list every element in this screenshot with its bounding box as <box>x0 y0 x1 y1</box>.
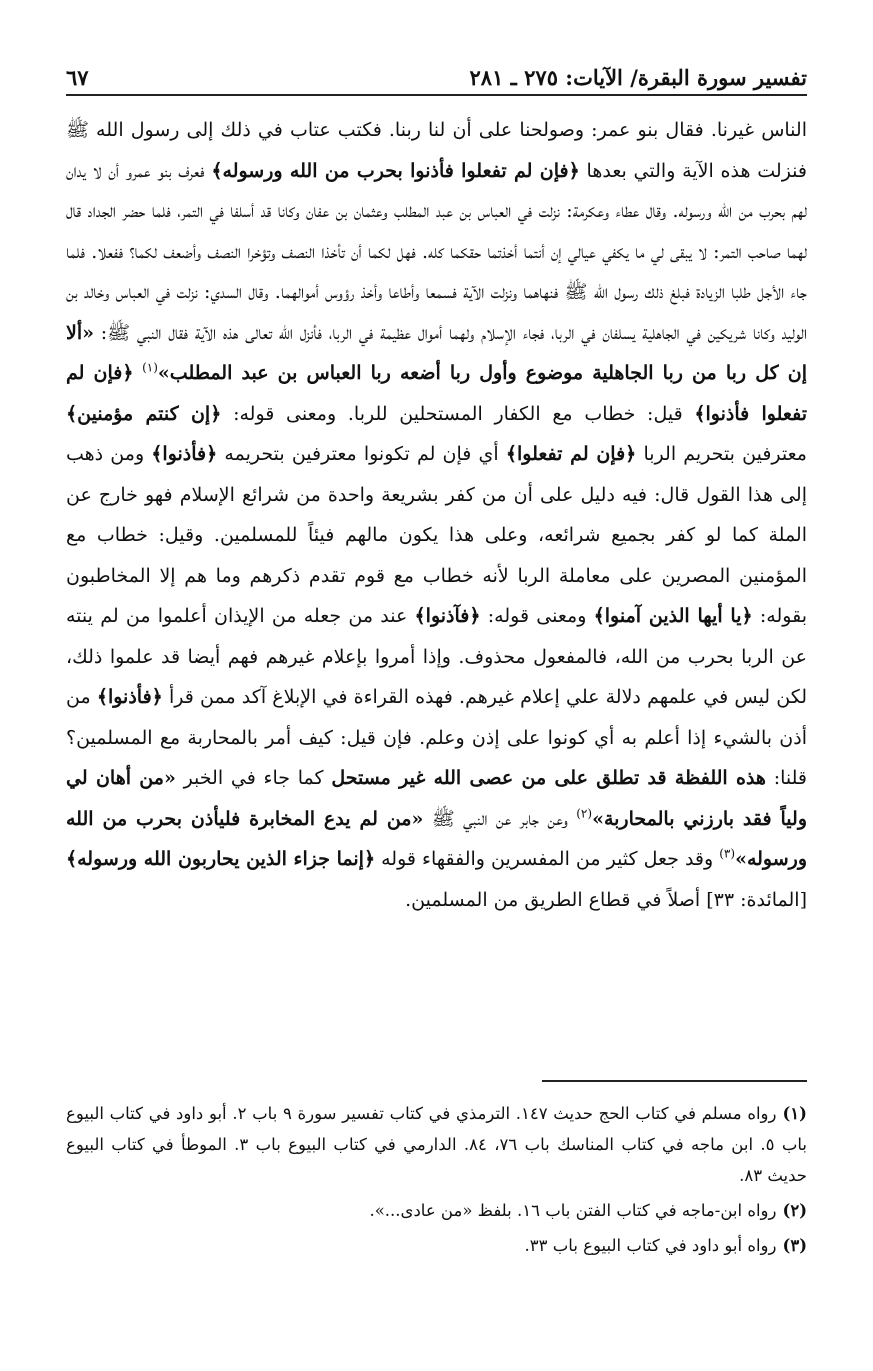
quran-quote: ﴿فأذنوا﴾ <box>151 443 218 465</box>
quran-quote: ﴿إن كنتم مؤمنين﴾ <box>66 402 222 425</box>
running-title: تفسير سورة البقرة/ الآيات: ٢٧٥ ـ ٢٨١ <box>469 65 807 90</box>
footnote-ref-3: (٣) <box>719 846 736 861</box>
text-segment: فعرف بنو عمرو أن لا يدان لهم بحرب من الله ورسوله. وقال عطاء وعكرمة: نزلت في العباس بن عبد المطلب وعثمان بن عفان وكانا قد أسلفا في التمر، فلما حضر الجداد قال لهما صاحب التمر: لا يبقى لي ما يكفي عيالي إن أنتما أخذتما حقكما كله. فهل لكما أن تأخذا النصف وتؤخرا النصف وأضعف لكما؟ ففعلا. فلما جاء الأجل طلبا الزيادة فبلغ ذلك رسول الله ﷺ فنهاهما ونزلت الآية فسمعا وأطاعا وأخذ رؤوس أموالهما. وقال السدي: نزلت في العباس وخالد بن الوليد وكانا شريكين في الجاهلية يسلفان في الربا، فجاء الإسلام ولهما أموال عظيمة في الربا، فأنزل الله تعالى هذه الآية فقال النبي ﷺ: <box>66 159 807 344</box>
footnote-3 <box>66 1230 807 1261</box>
footnote-text: رواه مسلم في كتاب الحج حديث ١٤٧. الترمذي في كتاب تفسير سورة ٩ باب ٢. أبو داود في كتاب البيوع باب ٥. ابن ماجه في كتاب المناسك باب ٧٦، ٨٤. الدارمي في كتاب البيوع باب ٣. الموطأ في كتاب البيوع حديث ٨٣. <box>66 1104 807 1185</box>
text-segment: [المائدة: ٣٣] أصلاً في قطاع الطريق من المسلمين. <box>405 888 807 911</box>
quran-quote: ﴿فإن لم تفعلوا فأذنوا بحرب من الله ورسوله﴾ <box>211 159 580 182</box>
text-segment: الناس غيرنا. فقال بنو عمر: وصولحنا على أن لنا ربنا. فكتب عتاب في ذلك إلى رسول الله ﷺ فنزلت هذه الآية والتي بعدها <box>66 119 807 182</box>
quran-quote: ﴿فإن لم تفعلوا﴾ <box>505 443 637 465</box>
footnote-1 <box>66 1098 807 1191</box>
quran-quote: ﴿يا أيها الذين آمنوا﴾ <box>593 605 753 627</box>
footnote-ref-1: (١) <box>142 360 158 375</box>
text-segment: وعن جابر عن النبي ﷺ <box>423 807 577 830</box>
footnote-number: (٣) <box>782 1236 807 1255</box>
hadith-quote: «ألا إن كل ربا من ربا الجاهلية موضوع وأول ربا أضعه ربا العباس بن عبد المطلب» <box>66 321 807 384</box>
text-segment: من أذن بالشيء إذا أعلم به أي كونوا على إذن وعلم. فإن قيل: كيف أمر بالمحاربة مع المسلمين؟ قلنا: <box>66 686 807 789</box>
text-segment: ومعنى قوله: <box>480 605 594 627</box>
text-segment: كما جاء في الخبر <box>175 767 332 789</box>
body-paragraph <box>66 110 807 920</box>
text-segment: قيل: خطاب مع الكفار المستحلين للربا. ومعنى قوله: <box>221 402 695 425</box>
text-segment: عند من جعله من الإيذان أعلموا من لم ينته عن الربا بحرب من الله، فالمفعول محذوف. وإذا أمروا بإعلام غيرهم فهم أيضا قد علموا ذلك، لكن ليس في علمهم دلالة علي إعلام غيرهم. فهذه القراءة في الإبلاغ آكد ممن قرأ <box>66 605 808 708</box>
footnote-2 <box>66 1195 807 1226</box>
hadith-quote: «من أهان لي ولياً فقد بارزني بالمحاربة» <box>66 767 807 830</box>
text-segment: أي فإن لم تكونوا معترفين بتحريمه <box>217 443 506 465</box>
quran-quote: ﴿إنما جزاء الذين يحاربون الله ورسوله﴾ <box>65 848 376 870</box>
footnote-separator <box>542 1080 807 1082</box>
running-header <box>66 52 807 96</box>
text-segment: معترفين بتحريم الربا <box>636 443 807 465</box>
quran-quote: ﴿فإن لم تفعلوا فأذنوا﴾ <box>66 362 807 425</box>
hadith-quote: «من لم يدع المخابرة فليأذن بحرب من الله ورسوله» <box>66 807 807 870</box>
footnotes <box>66 1098 807 1265</box>
footnote-ref-2: (٢) <box>576 806 593 821</box>
footnote-text: رواه ابن-ماجه في كتاب الفتن باب ١٦. بلفظ «من عادى...». <box>369 1201 777 1220</box>
footnote-number: (١) <box>782 1104 807 1123</box>
page-number: ٦٧ <box>66 65 89 90</box>
text-segment: وقد جعل كثير من المفسرين والفقهاء قوله <box>375 848 720 870</box>
quran-quote: ﴿فآذنوا﴾ <box>414 605 481 627</box>
main-body-text <box>66 110 807 920</box>
text-segment: ومن ذهب إلى هذا القول قال: فيه دليل على أن من كفر بشريعة واحدة من شرائع الإسلام فهو خارج عن الملة كما لو كفر بجميع شرائعه، وعلى هذا يكون مالهم فيئاً للمسلمين. وقيل: خطاب مع المؤمنين المصرين على معاملة الربا لأنه خطاب مع قوم تقدم ذكرهم وما هم إلا المخاطبون بقوله: <box>66 443 807 627</box>
footnote-number: (٢) <box>782 1201 807 1220</box>
text-segment <box>134 362 143 384</box>
emphasized-answer: هذه اللفظة قد تطلق على من عصى الله غير مستحل <box>331 767 766 789</box>
footnote-text: رواه أبو داود في كتاب البيوع باب ٣٣. <box>524 1236 777 1255</box>
quran-quote: ﴿فأذنوا﴾ <box>96 686 163 708</box>
